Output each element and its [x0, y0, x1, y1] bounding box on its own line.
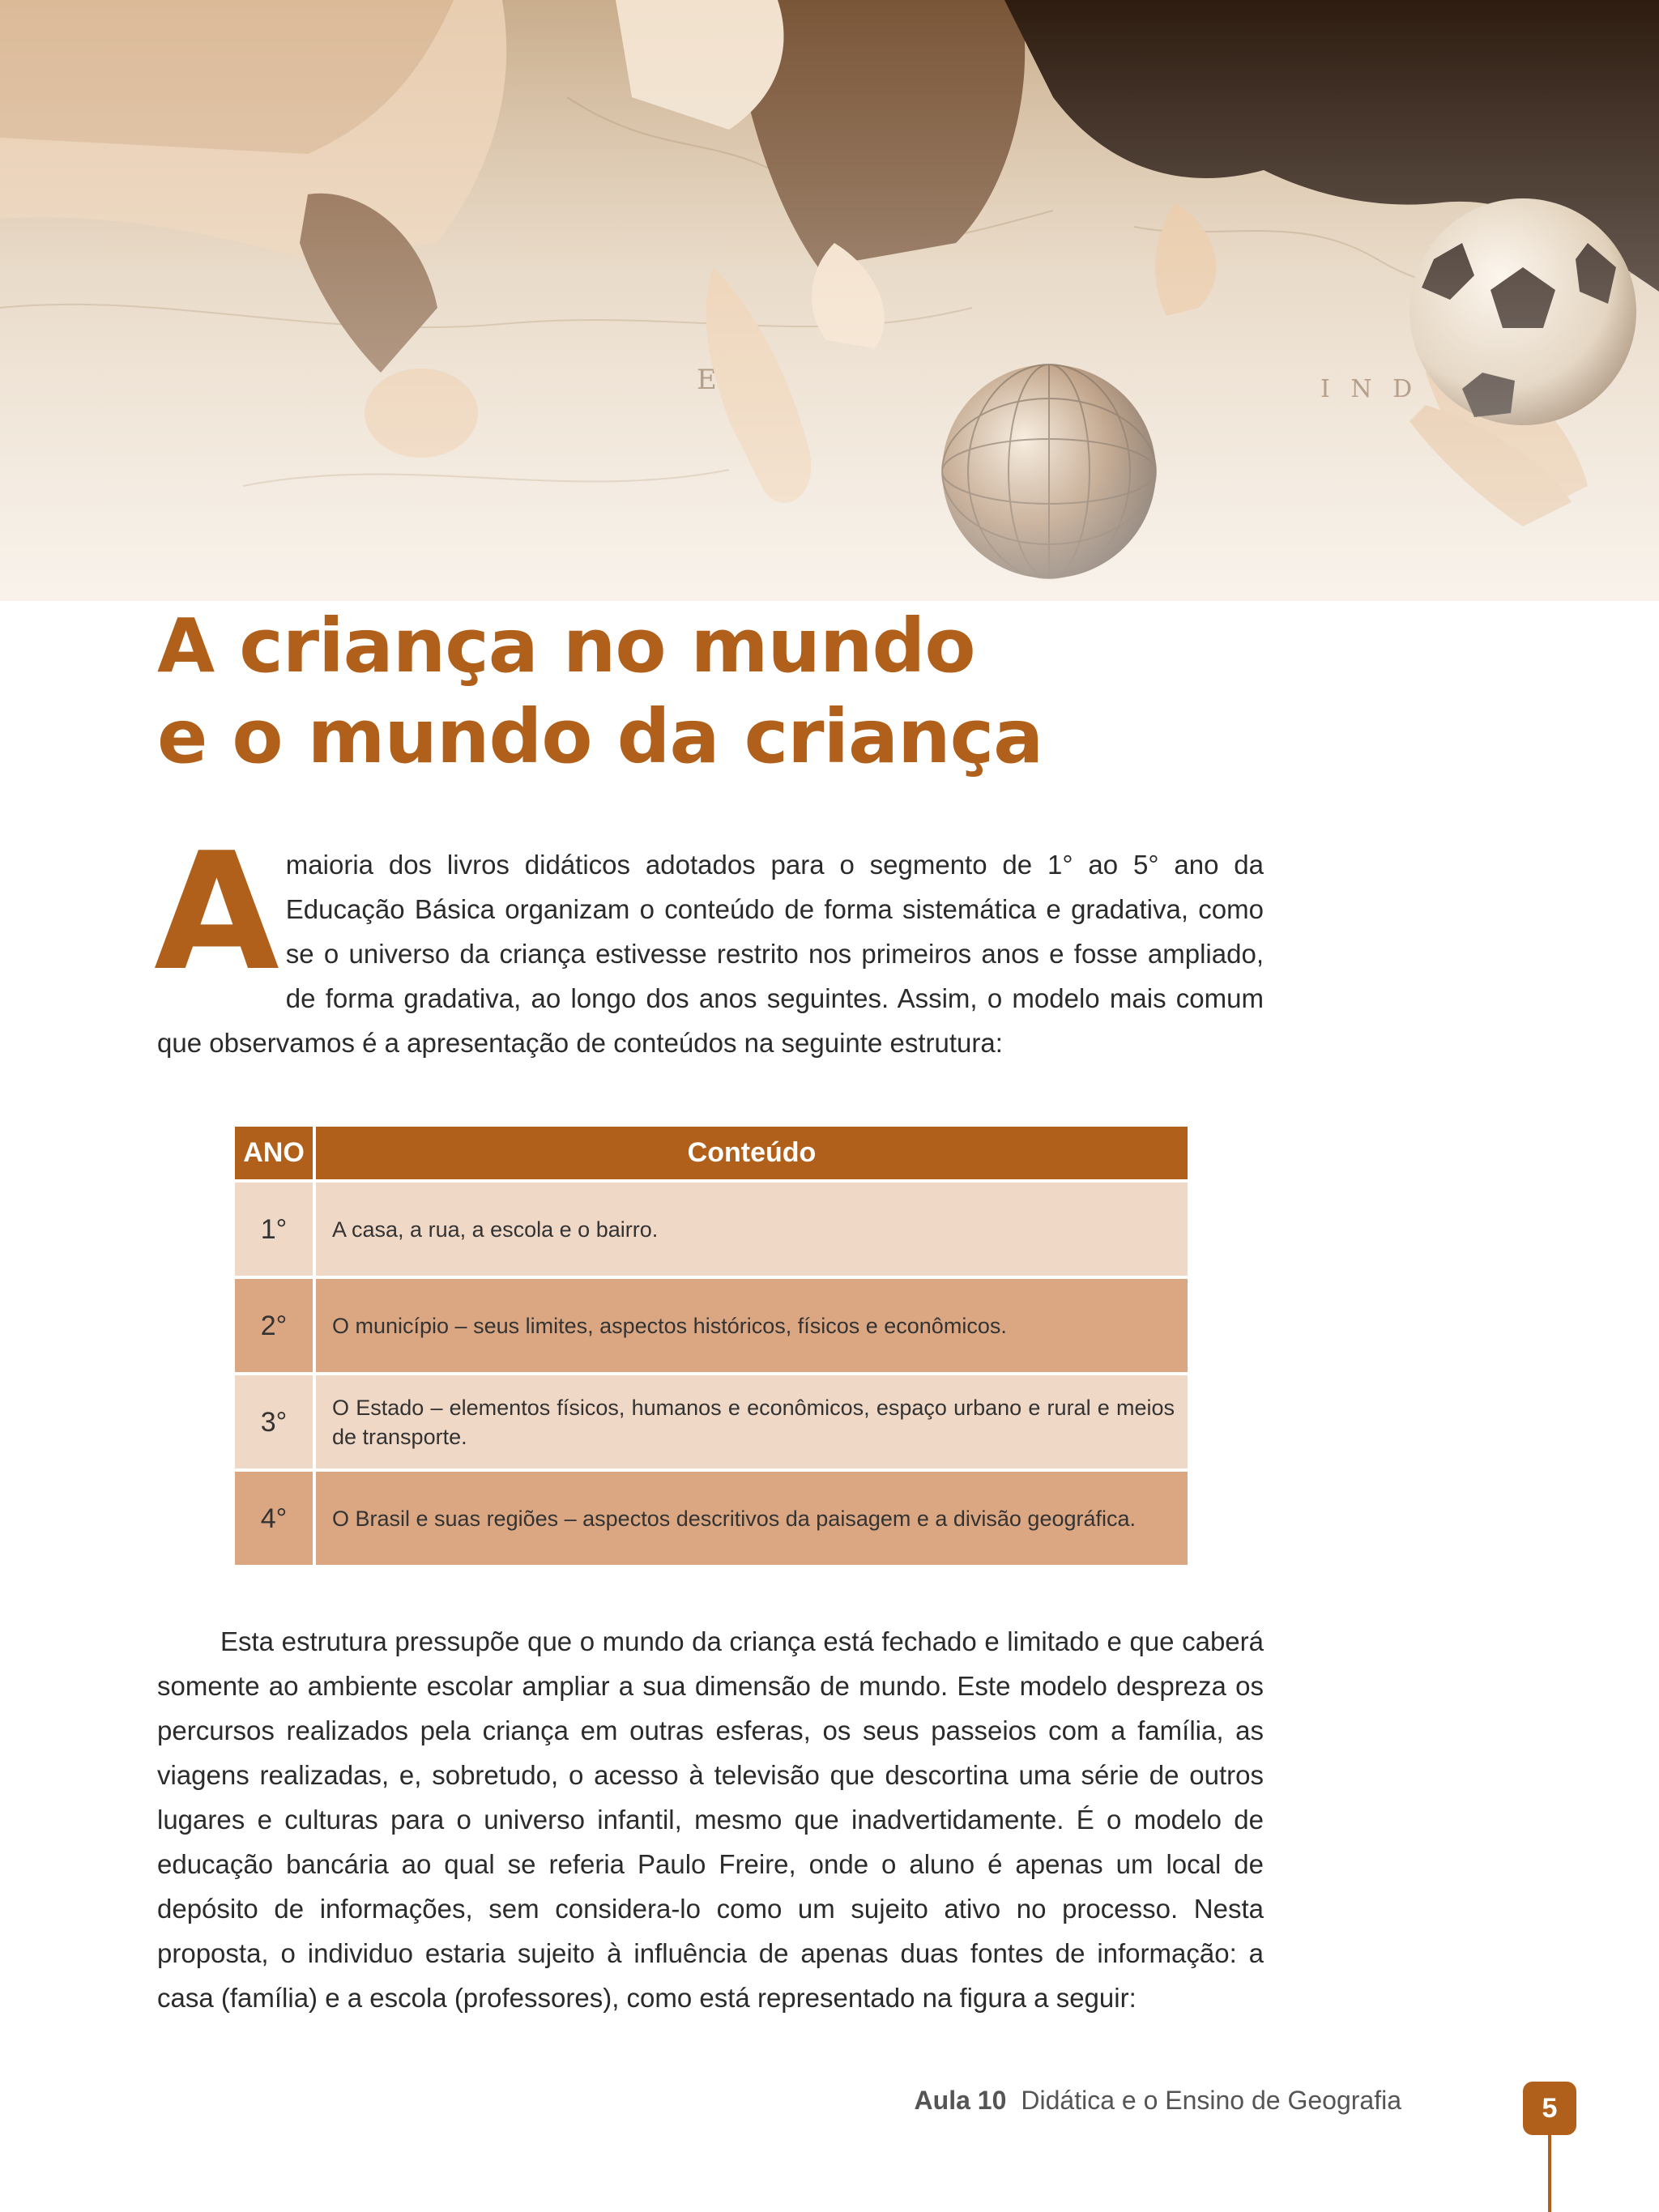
curriculum-table: [235, 1127, 1188, 1565]
page-number: 5: [1523, 2082, 1576, 2135]
table-header-ano: ANO: [235, 1127, 314, 1181]
table-cell-ano: 2°: [235, 1277, 314, 1374]
page-footer: [915, 2086, 1401, 2116]
footer-lesson: Aula 10: [914, 2086, 1007, 2115]
table-cell-conteudo: O Brasil e suas regiões – aspectos descritivos da paisagem e a divisão geográfica.: [314, 1470, 1188, 1565]
page-number-line: [1548, 2135, 1551, 2212]
table-header-conteudo: Conteúdo: [314, 1127, 1188, 1181]
table-row: [235, 1374, 1188, 1470]
table-row: [235, 1181, 1188, 1277]
page-title: [157, 601, 1043, 782]
table-row: [235, 1277, 1188, 1374]
table-cell-conteudo: O Estado – elementos físicos, humanos e econômicos, espaço urbano e rural e meios de transporte.: [314, 1374, 1188, 1470]
table-cell-ano: 4°: [235, 1470, 314, 1565]
table-header-row: [235, 1127, 1188, 1181]
intro-paragraph: [154, 818, 1264, 1065]
hero-photo: [0, 0, 1659, 601]
children-map-illustration: [0, 0, 1659, 601]
intro-text: maioria dos livros didáticos adotados para o segmento de 1° ao 5° ano da Educação Básica organizam o conteúdo de forma sistemática e gradativa, como se o universo da criança estivesse restrito nos primeiros anos e fosse ampliado, de forma gradativa, ao longo dos anos seguintes. Assim, o modelo mais comum que observamos é a apresentação de conteúdos na seguinte estrutura:: [157, 850, 1264, 1058]
title-line-2: e o mundo da criança: [157, 693, 1043, 780]
table-cell-ano: 1°: [235, 1181, 314, 1277]
body-paragraph: Esta estrutura pressupõe que o mundo da criança está fechado e limitado e que caberá somente ao ambiente escolar ampliar a sua dimensão de mundo. Este modelo despreza os percursos realizados pela criança em outras esferas, os seus passeios com a família, as viagens realizadas, e, sobretudo, o acesso à televisão que descortina uma série de outros lugares e culturas para o universo infantil, mesmo que inadvertidamente. É o modelo de educação bancária ao qual se referia Paulo Freire, onde o aluno é apenas um local de depósito de informações, sem considera-lo como um sujeito ativo no processo. Nesta proposta, o individuo estaria sujeito à influência de apenas duas fontes de informação: a casa (família) e a escola (professores), como está representado na figura a seguir:: [157, 1626, 1264, 2013]
drop-cap: A: [154, 818, 279, 1007]
table-row: [235, 1470, 1188, 1565]
table-cell-conteudo: A casa, a rua, a escola e o bairro.: [314, 1181, 1188, 1277]
table-cell-ano: 3°: [235, 1374, 314, 1470]
footer-course: Didática e o Ensino de Geografia: [1021, 2086, 1401, 2115]
title-line-1: A criança no mundo: [157, 603, 975, 689]
table-cell-conteudo: O município – seus limites, aspectos históricos, físicos e econômicos.: [314, 1277, 1188, 1374]
